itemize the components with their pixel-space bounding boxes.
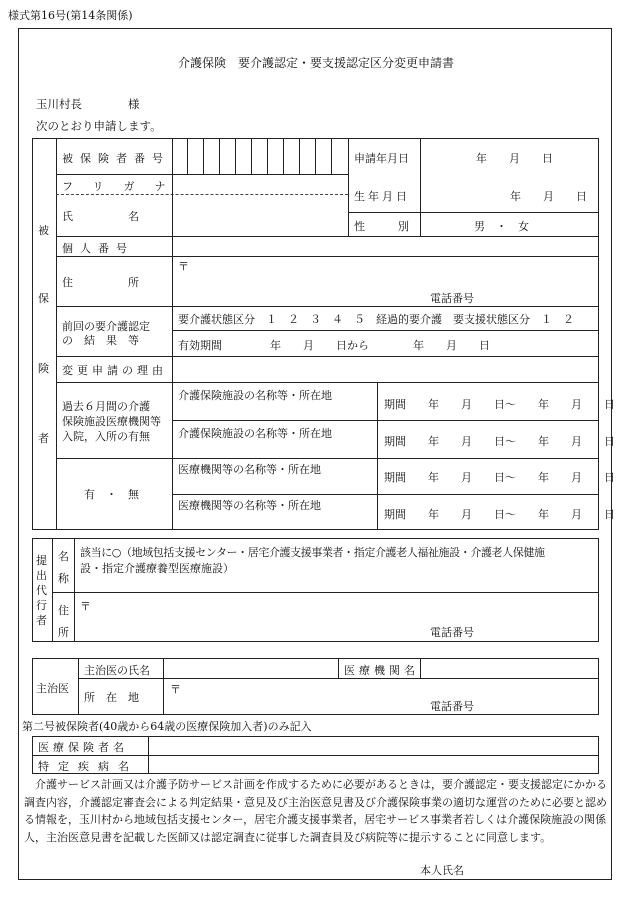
validity-label: 有効期間 — [178, 339, 222, 352]
insured-side-label-4: 者 — [38, 432, 49, 445]
agent-side-label-5: 者 — [36, 614, 47, 627]
agent-side-label-1: 提 — [36, 554, 47, 567]
medical-insurer-label: 医療保険者名 — [38, 741, 128, 754]
personal-number-label: 個人番号 — [62, 242, 134, 255]
addressee: 玉川村長 様 — [36, 97, 140, 111]
birthdate-label: 生年月日 — [354, 190, 410, 203]
insured-number-label: 被保険者番号 — [62, 152, 170, 165]
agent-side-label-4: 行 — [36, 599, 47, 612]
insured-side-label-2: 保 — [38, 292, 49, 305]
agent-name-label-2: 称 — [58, 572, 69, 585]
doctor-name-label: 主治医の氏名 — [84, 664, 150, 677]
insured-side-label-1: 被 — [38, 224, 49, 237]
agent-postal-mark: 〒 — [80, 600, 91, 613]
facility-row-period: 期間 年 月 日～ 年 月 日 — [384, 508, 615, 521]
agent-type-note-line2: 設・指定介護療養型医療施設） — [80, 562, 234, 575]
sex-options[interactable]: 男 ・ 女 — [474, 220, 529, 233]
facility-row-label: 介護保険施設の名称等・所在地 — [178, 427, 332, 440]
facility-row-period: 期間 年 月 日～ 年 月 日 — [384, 398, 615, 411]
form-title: 介護保険 要介護認定・要支援認定区分変更申請書 — [178, 56, 455, 70]
agent-address-label-2: 所 — [58, 626, 69, 639]
form-number: 様式第16号(第14条関係) — [8, 9, 133, 22]
care-level-line[interactable]: 要介護状態区分 １ ２ ３ ４ ５ 経過的要介護 要支援状態区分 １ ２ — [178, 313, 574, 326]
intro-text: 次のとおり申請します。 — [36, 119, 162, 133]
agent-side-label-2: 出 — [36, 569, 47, 582]
institution-label: 医療機関名 — [344, 664, 419, 677]
doctor-address-label: 所 在 地 — [84, 691, 139, 704]
stay-label-2: 保険施設医療機関等 — [62, 415, 161, 428]
previous-result-label-2: の 結 果 等 — [62, 334, 139, 347]
name-label: 氏 名 — [62, 210, 139, 223]
category2-heading: 第二号被保険者(40歳から64歳の医療保険加入者)のみ記入 — [22, 720, 312, 733]
application-date-label: 申請年月日 — [354, 152, 409, 165]
facility-row-label: 医療機関等の名称等・所在地 — [178, 463, 321, 476]
facility-row-label: 介護保険施設の名称等・所在地 — [178, 389, 332, 402]
postal-mark: 〒 — [178, 260, 189, 273]
doctor-postal-mark: 〒 — [170, 683, 181, 696]
validity-value: 年 月 日から 年 月 日 — [270, 339, 490, 352]
change-reason-label: 変更申請の理由 — [62, 364, 167, 377]
agent-address-label-1: 住 — [58, 604, 69, 617]
doctor-phone-label: 電話番号 — [430, 700, 474, 713]
yes-no-options[interactable]: 有 ・ 無 — [84, 488, 139, 501]
agent-side-label-3: 代 — [36, 584, 47, 597]
signature-label: 本人氏名 — [420, 864, 464, 877]
specific-disease-label: 特定疾病名 — [38, 760, 138, 773]
stay-label-3: 入院，入所の有無 — [62, 430, 150, 443]
furigana-label: フリガナ — [62, 180, 186, 193]
consent-text: 介護サービス計画又は介護予防サービス計画を作成するために必要があるときは，要介護認定・要支援認定にかかる調査内容，介護認定審査会による判定結果・意見及び主治医意見書及び介護保険事業の適切な運営のために必要と認める情報を，玉川村から地域包括支援センター，居宅介護支援事業者，居宅サービス事業者若しくは介護保険施設の関係人，主治医意見書を記載した医師又は認定調査に従事した調査員及び病院等に提示することに同意します。 — [24, 778, 607, 844]
previous-result-label-1: 前回の要介護認定 — [62, 320, 150, 333]
application-date-value: 年 月 日 — [476, 152, 553, 165]
sex-label: 性 別 — [354, 220, 409, 233]
facility-row-label: 医療機関等の名称等・所在地 — [178, 499, 321, 512]
agent-phone-label: 電話番号 — [430, 626, 474, 639]
stay-label-1: 過去６月間の介護 — [62, 400, 150, 413]
address-label: 住 所 — [62, 276, 139, 289]
agent-type-note-line1: 該当に○（地域包括支援センター・居宅介護支援事業者・指定介護老人福祉施設・介護老人保健施 — [80, 546, 545, 559]
agent-name-label-1: 名 — [58, 550, 69, 563]
doctor-label: 主治医 — [36, 682, 69, 695]
insured-side-label-3: 険 — [38, 362, 49, 375]
facility-row-period: 期間 年 月 日～ 年 月 日 — [384, 435, 615, 448]
birthdate-value: 年 月 日 — [510, 190, 587, 203]
phone-label: 電話番号 — [430, 292, 474, 305]
facility-row-period: 期間 年 月 日～ 年 月 日 — [384, 471, 615, 484]
